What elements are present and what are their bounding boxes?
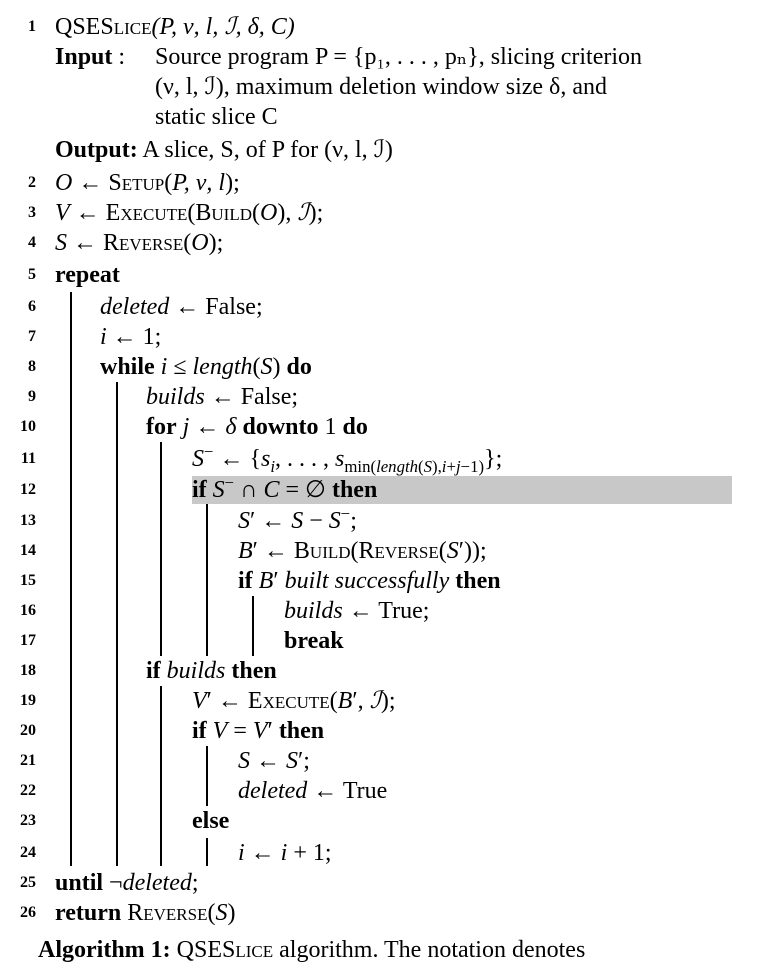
line-text: i ← 1; (100, 324, 162, 350)
line-number: 25 (20, 874, 36, 891)
input-line: Source program P = {p₁, . . . , pₙ}, slicing criterion (155, 44, 643, 70)
line-number: 26 (20, 904, 36, 921)
algorithm-line (0, 228, 768, 258)
output-text: A slice, S, of P for (ν, l, ℐ) (142, 137, 393, 163)
algorithm-line (0, 260, 768, 290)
line-number: 20 (20, 722, 36, 739)
output-section (55, 135, 393, 165)
line-text: while i ≤ length(S) do (100, 354, 312, 380)
line-number: 15 (20, 572, 36, 589)
line-text: if V = V′ then (192, 718, 325, 744)
input-section: Input : (55, 44, 126, 70)
algorithm-line (0, 352, 768, 382)
caption-prefix: Algorithm 1: (38, 937, 171, 963)
line-number: 1 (28, 18, 36, 35)
algorithm-line (0, 898, 768, 928)
line-number: 9 (28, 388, 36, 405)
line-number: 12 (20, 481, 36, 498)
algorithm-line (0, 444, 768, 474)
line-text: repeat (55, 262, 120, 288)
line-number: 18 (20, 662, 36, 679)
line-number: 11 (20, 450, 36, 467)
line-text: builds ← True; (284, 598, 430, 624)
line-text: V′ ← Execute(B′, ℐ); (192, 688, 396, 714)
line-number: 13 (20, 512, 36, 529)
algorithm-line (0, 322, 768, 352)
algorithm-line (0, 716, 768, 746)
line-text: O ← Setup(P, ν, l); (55, 170, 240, 196)
line-text: B′ ← Build(Reverse(S′)); (238, 538, 487, 564)
line-number: 5 (28, 266, 36, 283)
line-number: 8 (28, 358, 36, 375)
algorithm-line (0, 12, 768, 42)
line-text: builds ← False; (146, 384, 299, 410)
algorithm-line (0, 506, 768, 536)
line-text: i ← i + 1; (238, 840, 332, 866)
caption-text: algorithm. The notation denotes (279, 937, 586, 963)
line-number: 24 (20, 844, 36, 861)
line-number: 7 (28, 328, 36, 345)
line-text: for j ← δ downto 1 do (146, 414, 368, 440)
input-line: (ν, l, ℐ), maximum deletion window size δ, and (155, 74, 608, 100)
line-number: 2 (28, 174, 36, 191)
line-number: 17 (20, 632, 36, 649)
line-text: deleted ← False; (100, 294, 263, 320)
line-number: 22 (20, 782, 36, 799)
algorithm-line (0, 475, 768, 505)
algorithm-line (0, 838, 768, 868)
algorithm-line (0, 292, 768, 322)
algorithm-caption (38, 935, 585, 965)
algorithm-line (0, 776, 768, 806)
algorithm-params: (P, ν, l, ℐ, δ, C) (151, 14, 295, 40)
line-text: S′ ← S − S−; (238, 504, 357, 534)
line-text: if B′ built successfully then (238, 568, 501, 594)
algorithm-name: QSESlice (55, 14, 152, 40)
line-text: S ← S′; (238, 748, 310, 774)
algorithm-line (0, 382, 768, 412)
line-number: 19 (20, 692, 36, 709)
algorithm-line (0, 686, 768, 716)
algorithm-line (0, 198, 768, 228)
caption-name: QSESlice (176, 937, 274, 963)
algorithm-line (0, 412, 768, 442)
line-number: 6 (28, 298, 36, 315)
line-text: S− ← {$s_i$, . . . , $s_{min(length(S),i+j-1)}$}; (192, 442, 503, 476)
line-number: 23 (20, 812, 36, 829)
algorithm-line (0, 536, 768, 566)
line-number: 10 (20, 418, 36, 435)
algorithm-line (0, 806, 768, 836)
algorithm-line (0, 566, 768, 596)
input-label: Input (55, 44, 113, 70)
line-number: 16 (20, 602, 36, 619)
algorithm-line (0, 656, 768, 686)
line-text: V ← Execute(Build(O), ℐ); (55, 200, 324, 226)
algorithm-line (0, 626, 768, 656)
input-line: static slice C (155, 104, 278, 130)
line-number: 14 (20, 542, 36, 559)
line-number: 4 (28, 234, 36, 251)
line-text: break (284, 628, 344, 654)
line-text: S ← Reverse(O); (55, 230, 224, 256)
algorithm-line (0, 746, 768, 776)
line-text: until ¬deleted; (55, 870, 199, 896)
line-text: else (192, 808, 230, 834)
line-number: 3 (28, 204, 36, 221)
algorithm-signature (55, 12, 295, 42)
line-text: return Reverse(S) (55, 900, 236, 926)
line-text: deleted ← True (238, 778, 388, 804)
line-text: if builds then (146, 658, 277, 684)
algorithm-line (0, 168, 768, 198)
line-text: if S− ∩ C = ∅ then (192, 473, 378, 503)
output-label: Output: (55, 137, 138, 163)
line-number: 21 (20, 752, 36, 769)
algorithm-line (0, 596, 768, 626)
algorithm-line (0, 868, 768, 898)
